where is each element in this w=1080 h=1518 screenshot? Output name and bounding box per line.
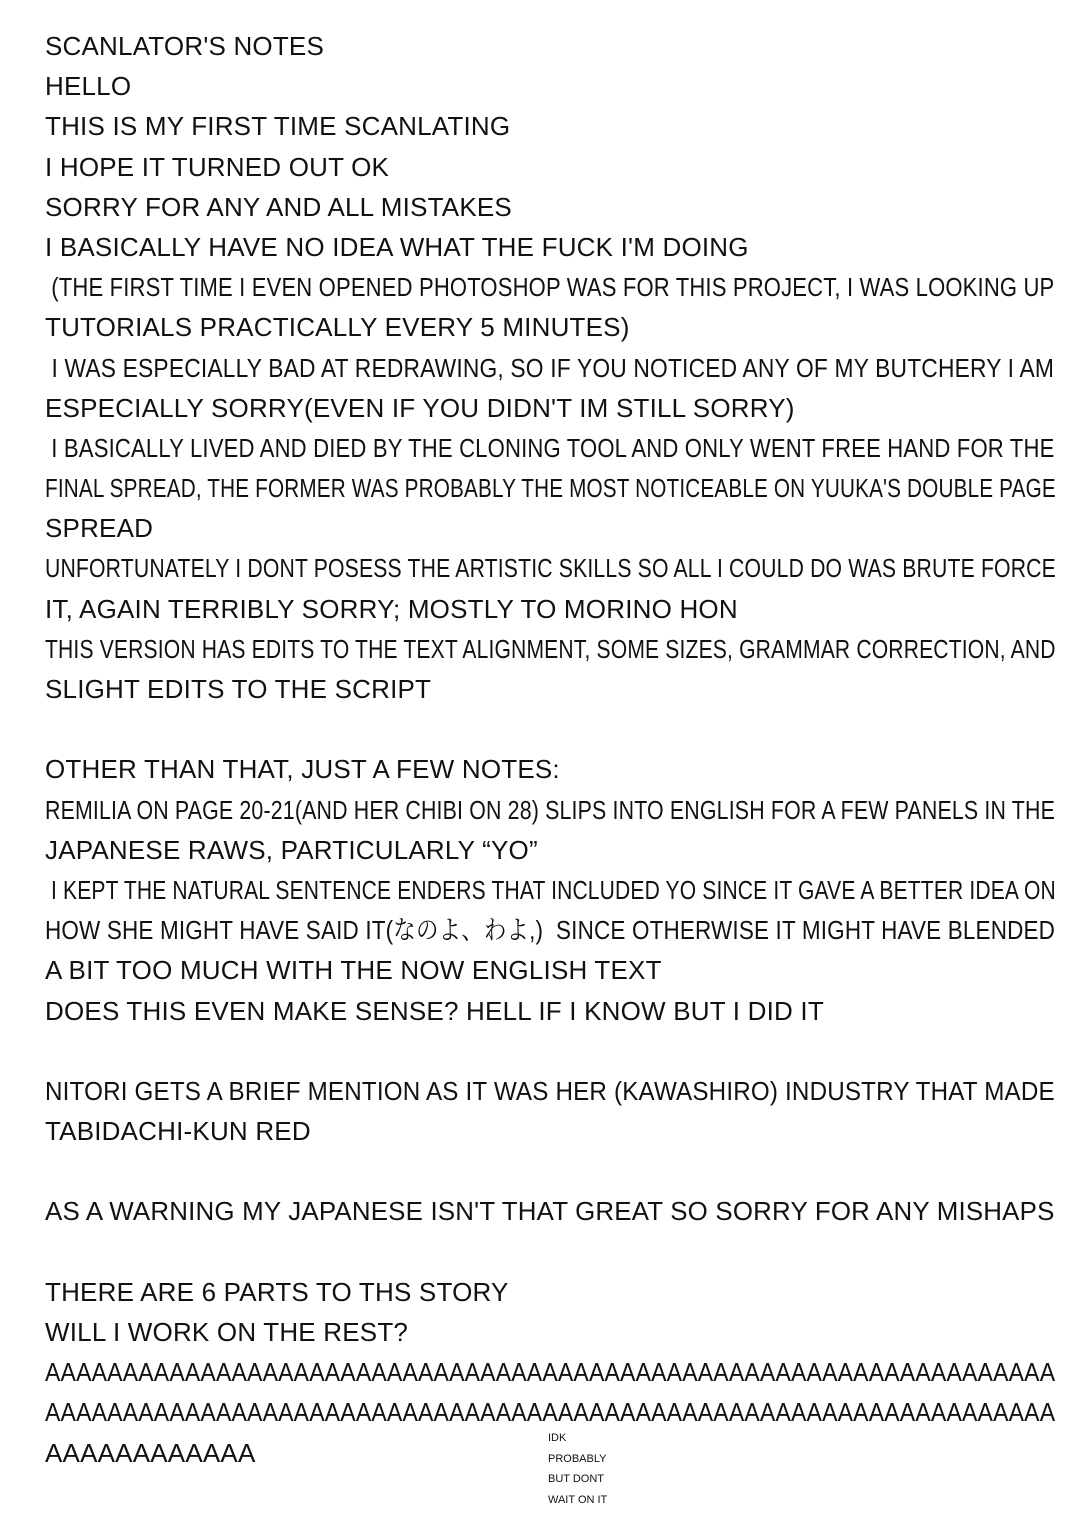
blank-line bbox=[45, 709, 1055, 749]
notes-line: HELLO bbox=[45, 71, 132, 102]
notes-line: NITORI GETS A BRIEF MENTION AS IT WAS HER (KAWASHIRO) INDUSTRY THAT MADE bbox=[45, 1075, 1055, 1106]
notes-line: THERE ARE 6 PARTS TO THS STORY bbox=[45, 1276, 509, 1307]
notes-line: (THE FIRST TIME I EVEN OPENED PHOTOSHOP WAS FOR THIS PROJECT, I WAS LOOKING UP bbox=[45, 272, 1055, 303]
notes-line: AAAAAAAAAAAAAAAAAAAAAAAAAAAAAAAAAAAAAAAAAAAAAAAAAAAAAAAAAAAAAAAAA bbox=[45, 1397, 1056, 1428]
notes-line: AAAAAAAAAAAA bbox=[45, 1437, 256, 1468]
blank-line bbox=[45, 1151, 1055, 1191]
notes-line: FINAL SPREAD, THE FORMER WAS PROBABLY THE MOST NOTICEABLE ON YUUKA'S DOUBLE PAGE bbox=[45, 473, 1056, 504]
notes-line: A BIT TOO MUCH WITH THE NOW ENGLISH TEXT bbox=[45, 955, 662, 986]
notes-line: SORRY FOR ANY AND ALL MISTAKES bbox=[45, 191, 512, 222]
aside-note bbox=[548, 1428, 607, 1510]
notes-line: AS A WARNING MY JAPANESE ISN'T THAT GREAT SO SORRY FOR ANY MISHAPS bbox=[45, 1196, 1055, 1227]
aside-line: BUT DONT bbox=[548, 1473, 605, 1485]
notes-line: THIS IS MY FIRST TIME SCANLATING bbox=[45, 111, 511, 142]
notes-line: ESPECIALLY SORRY(EVEN IF YOU DIDN'T IM STILL SORRY) bbox=[45, 392, 795, 423]
notes-line: I KEPT THE NATURAL SENTENCE ENDERS THAT INCLUDED YO SINCE IT GAVE A BETTER IDEA ON bbox=[45, 874, 1056, 905]
notes-line: THIS VERSION HAS EDITS TO THE TEXT ALIGNMENT, SOME SIZES, GRAMMAR CORRECTION, AND bbox=[45, 633, 1056, 664]
notes-line: I BASICALLY LIVED AND DIED BY THE CLONING TOOL AND ONLY WENT FREE HAND FOR THE bbox=[45, 432, 1055, 463]
blank-line bbox=[45, 1232, 1055, 1272]
notes-line: SLIGHT EDITS TO THE SCRIPT bbox=[45, 674, 432, 704]
notes-line: TABIDACHI-KUN RED bbox=[45, 1116, 311, 1147]
notes-line: I BASICALLY HAVE NO IDEA WHAT THE FUCK I'M DOING bbox=[45, 231, 749, 262]
notes-line: I WAS ESPECIALLY BAD AT REDRAWING, SO IF YOU NOTICED ANY OF MY BUTCHERY I AM bbox=[45, 352, 1055, 383]
notes-line: DOES THIS EVEN MAKE SENSE? HELL IF I KNOW BUT I DID IT bbox=[45, 995, 824, 1026]
notes-line: IT, AGAIN TERRIBLY SORRY; MOSTLY TO MORINO HON bbox=[45, 593, 738, 624]
aside-line: IDK bbox=[548, 1432, 567, 1444]
scanlator-notes bbox=[45, 26, 1055, 1473]
notes-line: TUTORIALS PRACTICALLY EVERY 5 MINUTES) bbox=[45, 312, 630, 343]
notes-line: REMILIA ON PAGE 20-21(AND HER CHIBI ON 28) SLIPS INTO ENGLISH FOR A FEW PANELS IN THE bbox=[45, 794, 1055, 825]
notes-title: SCANLATOR'S NOTES bbox=[45, 31, 325, 61]
notes-line: I HOPE IT TURNED OUT OK bbox=[45, 151, 390, 182]
notes-line: HOW SHE MIGHT HAVE SAID IT(なのよ、わよ,) SINCE OTHERWISE IT MIGHT HAVE BLENDED bbox=[45, 915, 1056, 946]
notes-line: OTHER THAN THAT, JUST A FEW NOTES: bbox=[45, 754, 560, 785]
notes-line: UNFORTUNATELY I DONT POSESS THE ARTISTIC SKILLS SO ALL I COULD DO WAS BRUTE FORCE bbox=[45, 553, 1056, 584]
aside-line: PROBABLY bbox=[548, 1452, 607, 1465]
blank-line bbox=[45, 1031, 1055, 1071]
notes-body bbox=[45, 66, 1055, 1473]
notes-line: AAAAAAAAAAAAAAAAAAAAAAAAAAAAAAAAAAAAAAAAAAAAAAAAAAAAAAAAAAAAAAAAA bbox=[45, 1357, 1056, 1388]
notes-line: SPREAD bbox=[45, 513, 154, 544]
notes-line: JAPANESE RAWS, PARTICULARLY “YO” bbox=[45, 834, 538, 865]
aside-line: WAIT ON IT bbox=[548, 1493, 608, 1506]
notes-line: WILL I WORK ON THE REST? bbox=[45, 1317, 409, 1347]
